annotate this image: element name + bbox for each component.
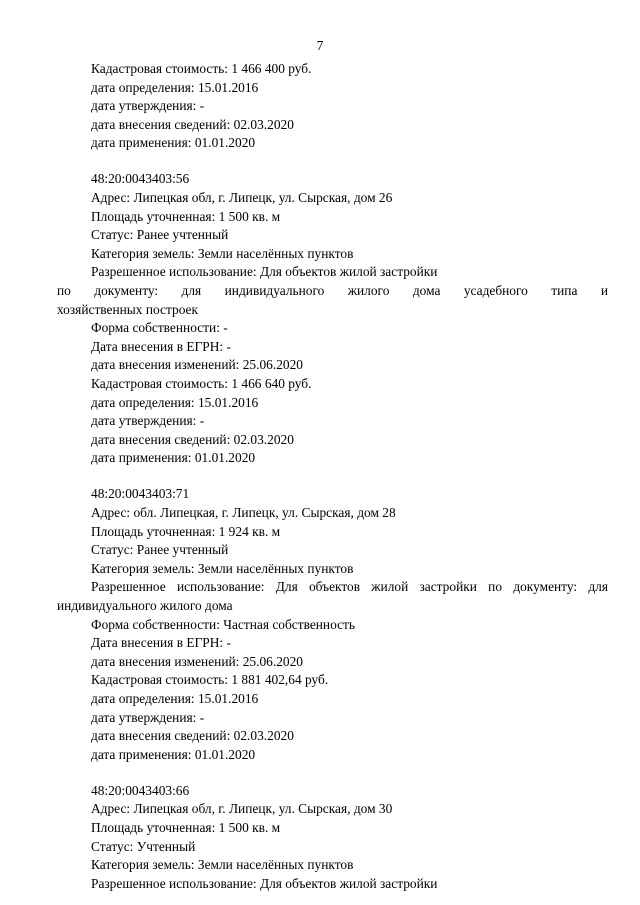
page-number: 7 — [316, 38, 324, 53]
text-line: Форма собственности: - — [91, 320, 228, 336]
text-line: Разрешенное использование: Для объектов жилой застройки — [91, 875, 438, 891]
document-body — [57, 60, 608, 893]
text-line: дата применения: 01.01.2020 — [91, 746, 256, 762]
text-line: Форма собственности: Частная собственность — [91, 616, 356, 632]
text-line: Площадь уточненная: 1 500 кв. м — [91, 208, 281, 224]
text-line: 48:20:0043403:66 — [91, 782, 190, 798]
text-line: Категория земель: Земли населённых пунктов — [91, 857, 354, 873]
text-line: хозяйственных построек — [57, 301, 199, 317]
text-line: дата внесения изменений: 25.06.2020 — [91, 653, 303, 669]
text-line: дата внесения сведений: 02.03.2020 — [91, 728, 294, 744]
text-line: Адрес: Липецкая обл, г. Липецк, ул. Сырская, дом 26 — [91, 190, 393, 206]
text-line: Дата внесения в ЕГРН: - — [91, 338, 231, 354]
text-line: Статус: Ранее учтенный — [91, 542, 229, 558]
text-line: Дата внесения в ЕГРН: - — [91, 635, 231, 651]
text-line: Разрешенное использование: Для объектов жилой застройки — [91, 264, 438, 280]
text-line: дата внесения изменений: 25.06.2020 — [91, 357, 303, 373]
text-line: дата определения: 15.01.2016 — [91, 79, 259, 95]
text-line: Площадь уточненная: 1 924 кв. м — [91, 523, 281, 539]
text-line: Категория земель: Земли населённых пунктов — [91, 560, 354, 576]
text-line: дата внесения сведений: 02.03.2020 — [91, 431, 294, 447]
paragraph-gap — [57, 468, 608, 486]
text-line: Кадастровая стоимость: 1 881 402,64 руб. — [91, 672, 329, 688]
text-line: дата применения: 01.01.2020 — [91, 135, 256, 151]
text-line: Площадь уточненная: 1 500 кв. м — [91, 820, 281, 836]
text-line: дата внесения сведений: 02.03.2020 — [91, 116, 294, 132]
text-line: дата утверждения: - — [91, 709, 205, 725]
text-line: дата утверждения: - — [91, 413, 205, 429]
text-line: Статус: Учтенный — [91, 838, 196, 854]
paragraph-gap — [57, 153, 608, 171]
text-line: Адрес: обл. Липецкая, г. Липецк, ул. Сырская, дом 28 — [91, 505, 396, 521]
text-line: индивидуального жилого дома — [57, 598, 233, 614]
text-line: Адрес: Липецкая обл, г. Липецк, ул. Сырская, дом 30 — [91, 801, 393, 817]
text-line: дата определения: 15.01.2016 — [91, 691, 259, 706]
text-line: Кадастровая стоимость: 1 466 400 руб. — [91, 61, 312, 76]
paragraph-gap — [57, 764, 608, 782]
text-line: Кадастровая стоимость: 1 466 640 руб. — [91, 376, 312, 391]
text-line: дата утверждения: - — [91, 98, 205, 114]
text-line: 48:20:0043403:71 — [91, 486, 190, 502]
text-line: дата определения: 15.01.2016 — [91, 394, 259, 410]
text-line: дата применения: 01.01.2020 — [91, 450, 256, 466]
text-line: Разрешенное использование: Для объектов жилой застройки по документу: для — [91, 579, 608, 595]
text-line: 48:20:0043403:56 — [91, 171, 190, 187]
text-line: Категория земель: Земли населённых пунктов — [91, 245, 354, 261]
text-line: Статус: Ранее учтенный — [91, 227, 229, 243]
text-line: по документу: для индивидуального жилого дома усадебного типа и — [57, 283, 608, 299]
